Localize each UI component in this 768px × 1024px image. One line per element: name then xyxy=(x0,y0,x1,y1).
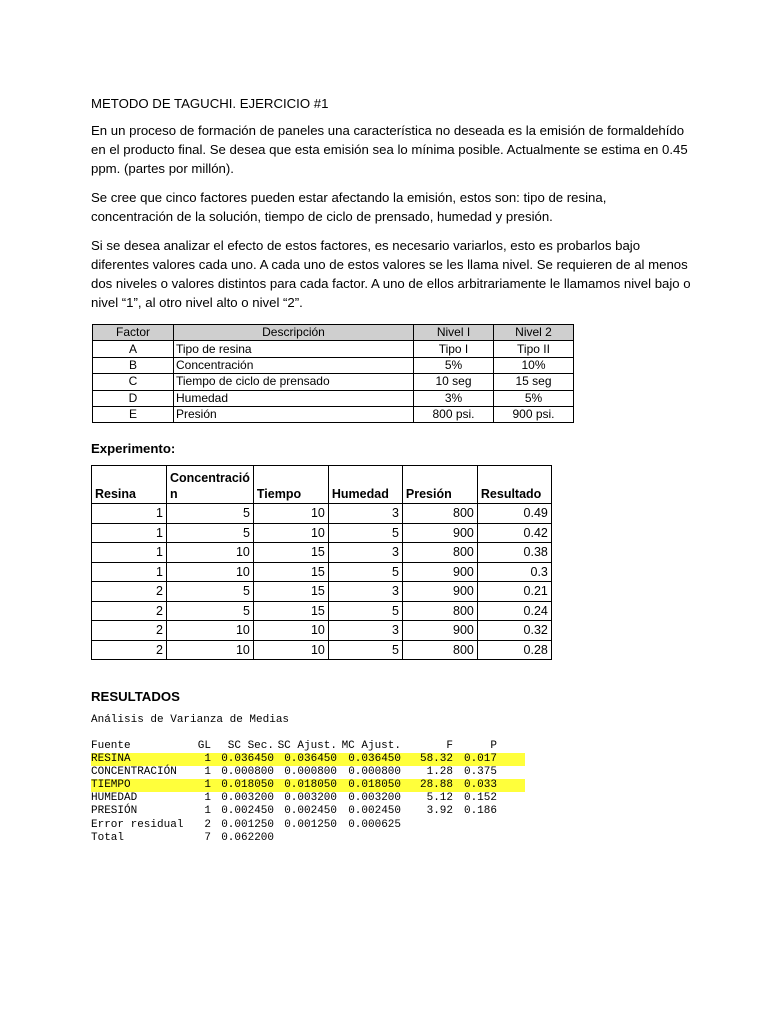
anova-cell: 1 xyxy=(204,753,211,766)
anova-cell: 0.002450 xyxy=(284,805,337,818)
anova-row xyxy=(91,779,525,792)
factor-level-2: 5% xyxy=(494,390,574,406)
experiment-cell-resultado: 0.3 xyxy=(477,562,551,582)
anova-row xyxy=(91,805,525,818)
experiment-row xyxy=(92,562,552,582)
anova-cell: 0.018050 xyxy=(221,779,274,792)
experiment-cell-humedad: 3 xyxy=(328,621,402,641)
anova-cell: 0.000625 xyxy=(348,818,401,831)
anova-cell: 0.033 xyxy=(463,779,497,792)
experiment-cell-resina: 2 xyxy=(92,640,167,660)
anova-cell: 0.062200 xyxy=(221,831,274,844)
experiment-cell-resultado: 0.21 xyxy=(477,582,551,602)
experiment-row xyxy=(92,601,552,621)
experiment-row xyxy=(92,523,552,543)
experiment-cell-resultado: 0.49 xyxy=(477,504,551,524)
anova-cell: 0.001250 xyxy=(284,818,337,831)
factor-code: B xyxy=(93,357,174,373)
experiment-cell-resina: 1 xyxy=(92,523,167,543)
factor-description: Humedad xyxy=(174,390,414,406)
experiment-row xyxy=(92,582,552,602)
factor-level-1: 10 seg xyxy=(414,374,494,390)
experiment-cell-concentracion: 10 xyxy=(167,640,254,660)
experiment-cell-humedad: 5 xyxy=(328,640,402,660)
experiment-cell-humedad: 5 xyxy=(328,601,402,621)
experiment-cell-resultado: 0.32 xyxy=(477,621,551,641)
factor-level-2: 900 psi. xyxy=(494,406,574,422)
anova-cell: Fuente xyxy=(91,740,131,752)
experiment-cell-resina: 1 xyxy=(92,543,167,563)
experiment-cell-concentracion: 5 xyxy=(167,523,254,543)
anova-row xyxy=(91,792,525,805)
anova-cell xyxy=(401,819,453,832)
anova-cell: P xyxy=(490,740,497,752)
experiment-header-humedad: Humedad xyxy=(328,466,402,504)
experiment-cell-humedad: 5 xyxy=(328,523,402,543)
experiment-header-row xyxy=(92,466,552,504)
factor-level-1: Tipo I xyxy=(414,341,494,357)
experiment-cell-presion: 800 xyxy=(402,504,477,524)
anova-cell: 0.186 xyxy=(463,805,497,818)
anova-header-row xyxy=(91,740,525,753)
anova-cell: 3.92 xyxy=(426,805,453,818)
anova-cell: 1 xyxy=(204,766,211,779)
factors-header-factor: Factor xyxy=(93,325,174,341)
document-title: METODO DE TAGUCHI. EJERCICIO #1 xyxy=(91,96,329,111)
anova-cell xyxy=(453,819,497,832)
anova-cell: Error residual xyxy=(91,818,184,831)
experiment-cell-presion: 900 xyxy=(402,621,477,641)
anova-cell xyxy=(453,832,497,845)
anova-cell: 0.036450 xyxy=(284,753,337,766)
factors-row xyxy=(93,357,574,373)
anova-cell: 0.036450 xyxy=(348,753,401,766)
experiment-cell-concentracion: 5 xyxy=(167,601,254,621)
results-label: RESULTADOS xyxy=(91,689,180,704)
anova-row xyxy=(91,832,525,845)
anova-cell: 0.152 xyxy=(463,792,497,805)
experiment-cell-concentracion: 10 xyxy=(167,621,254,641)
factor-code: C xyxy=(93,374,174,390)
experiment-cell-resina: 1 xyxy=(92,504,167,524)
anova-cell: Total xyxy=(91,831,125,844)
paragraph-factors: Se cree que cinco factores pueden estar afectando la emisión, estos son: tipo de resina, concentración de la solución, tiempo de ciclo de prensado, humedad y presión. xyxy=(91,190,607,224)
experiment-cell-tiempo: 10 xyxy=(253,523,328,543)
experiment-header-concentracion: Concentració n xyxy=(167,466,254,504)
factor-level-2: Tipo II xyxy=(494,341,574,357)
anova-cell: 1 xyxy=(204,805,211,818)
experiment-cell-tiempo: 15 xyxy=(253,582,328,602)
experiment-cell-resina: 1 xyxy=(92,562,167,582)
factors-row xyxy=(93,406,574,422)
experiment-row xyxy=(92,543,552,563)
anova-cell: 0.003200 xyxy=(221,792,274,805)
experiment-cell-resultado: 0.28 xyxy=(477,640,551,660)
experiment-cell-concentracion: 10 xyxy=(167,562,254,582)
anova-cell: RESINA xyxy=(91,753,131,766)
experiment-cell-tiempo: 10 xyxy=(253,640,328,660)
experiment-cell-resina: 2 xyxy=(92,582,167,602)
factors-header-row xyxy=(93,325,574,341)
factors-row xyxy=(93,374,574,390)
anova-cell: 58.32 xyxy=(419,753,453,766)
experiment-header-resina: Resina xyxy=(92,466,167,504)
experiment-cell-resultado: 0.38 xyxy=(477,543,551,563)
factor-code: E xyxy=(93,406,174,422)
experiment-cell-presion: 800 xyxy=(402,601,477,621)
experiment-cell-presion: 900 xyxy=(402,562,477,582)
anova-cell: 2 xyxy=(204,818,211,831)
anova-cell: 1.28 xyxy=(426,766,453,779)
experiment-cell-humedad: 3 xyxy=(328,582,402,602)
experiment-cell-presion: 800 xyxy=(402,640,477,660)
factors-table xyxy=(92,324,574,423)
anova-cell: 0.036450 xyxy=(221,753,274,766)
experiment-cell-concentracion: 10 xyxy=(167,543,254,563)
anova-cell: SC Ajust. xyxy=(277,740,337,752)
anova-row xyxy=(91,819,525,832)
anova-cell: 28.88 xyxy=(419,779,453,792)
experiment-cell-tiempo: 15 xyxy=(253,543,328,563)
factor-level-2: 15 seg xyxy=(494,374,574,390)
anova-cell: PRESIÓN xyxy=(91,805,138,818)
anova-table xyxy=(91,740,525,845)
anova-title: Análisis de Varianza de Medias xyxy=(91,714,290,726)
anova-cell: MC Ajust. xyxy=(341,740,401,752)
anova-cell: 0.003200 xyxy=(348,792,401,805)
anova-cell: 0.017 xyxy=(463,753,497,766)
factor-level-1: 800 psi. xyxy=(414,406,494,422)
experiment-cell-resultado: 0.42 xyxy=(477,523,551,543)
anova-cell: 1 xyxy=(204,779,211,792)
anova-cell: 0.018050 xyxy=(284,779,337,792)
experiment-cell-resina: 2 xyxy=(92,621,167,641)
anova-cell: CONCENTRACIÓN xyxy=(91,766,177,779)
paragraph-levels: Si se desea analizar el efecto de estos factores, es necesario variarlos, esto es probarlos bajo diferentes valores cada uno. A cada uno de estos valores se les llama nivel. Se requieren de al menos dos niveles o valores distintos para cada factor. A uno de ellos arbitrariamente le llamamos nivel bajo o nivel “1”, al otro nivel alto o nivel “2”. xyxy=(91,238,691,310)
experiment-cell-concentracion: 5 xyxy=(167,582,254,602)
experiment-row xyxy=(92,640,552,660)
anova-row xyxy=(91,753,525,766)
experiment-cell-concentracion: 5 xyxy=(167,504,254,524)
anova-cell: 7 xyxy=(204,831,211,844)
experiment-cell-presion: 800 xyxy=(402,543,477,563)
anova-cell xyxy=(274,832,337,845)
anova-cell: 0.375 xyxy=(463,766,497,779)
experiment-cell-tiempo: 15 xyxy=(253,601,328,621)
experiment-label: Experimento: xyxy=(91,441,176,456)
experiment-cell-humedad: 3 xyxy=(328,543,402,563)
anova-cell: 0.000800 xyxy=(284,766,337,779)
anova-cell: 0.002450 xyxy=(348,805,401,818)
factors-header-level-1: Nivel I xyxy=(414,325,494,341)
factors-row xyxy=(93,341,574,357)
factors-header-level-2: Nivel 2 xyxy=(494,325,574,341)
factor-code: D xyxy=(93,390,174,406)
experiment-cell-resina: 2 xyxy=(92,601,167,621)
factor-level-2: 10% xyxy=(494,357,574,373)
experiment-header-presion: Presión xyxy=(402,466,477,504)
anova-cell: 0.000800 xyxy=(221,766,274,779)
anova-cell: 5.12 xyxy=(426,792,453,805)
anova-cell: 0.000800 xyxy=(348,766,401,779)
anova-cell: TIEMPO xyxy=(91,779,131,792)
experiment-cell-tiempo: 10 xyxy=(253,504,328,524)
experiment-cell-presion: 900 xyxy=(402,523,477,543)
anova-cell: SC Sec. xyxy=(227,740,274,752)
experiment-header-tiempo: Tiempo xyxy=(253,466,328,504)
factor-description: Presión xyxy=(174,406,414,422)
factors-row xyxy=(93,390,574,406)
experiment-cell-resultado: 0.24 xyxy=(477,601,551,621)
anova-cell xyxy=(337,832,401,845)
experiment-header-resultado: Resultado xyxy=(477,466,551,504)
anova-cell: F xyxy=(446,740,453,752)
factors-header-description: Descripción xyxy=(174,325,414,341)
factor-level-1: 5% xyxy=(414,357,494,373)
anova-cell: 0.018050 xyxy=(348,779,401,792)
factor-description: Tiempo de ciclo de prensado xyxy=(174,374,414,390)
paragraph-intro: En un proceso de formación de paneles una característica no deseada es la emisión de formaldehído en el producto final. Se desea que esta emisión sea lo mínima posible. Actualmente se estima en 0.45 ppm. (partes por millón). xyxy=(91,123,688,176)
anova-cell: 1 xyxy=(204,792,211,805)
experiment-cell-presion: 900 xyxy=(402,582,477,602)
anova-cell: GL xyxy=(197,740,211,752)
anova-row xyxy=(91,766,525,779)
factor-level-1: 3% xyxy=(414,390,494,406)
experiment-cell-tiempo: 15 xyxy=(253,562,328,582)
experiment-row xyxy=(92,621,552,641)
experiment-cell-humedad: 5 xyxy=(328,562,402,582)
anova-cell: HUMEDAD xyxy=(91,792,138,805)
anova-cell: 0.003200 xyxy=(284,792,337,805)
anova-cell: 0.002450 xyxy=(221,805,274,818)
experiment-cell-humedad: 3 xyxy=(328,504,402,524)
factor-description: Concentración xyxy=(174,357,414,373)
factor-description: Tipo de resina xyxy=(174,341,414,357)
factor-code: A xyxy=(93,341,174,357)
experiment-cell-tiempo: 10 xyxy=(253,621,328,641)
experiment-row xyxy=(92,504,552,524)
experiment-table xyxy=(91,465,552,660)
anova-cell xyxy=(401,832,453,845)
anova-cell: 0.001250 xyxy=(221,818,274,831)
